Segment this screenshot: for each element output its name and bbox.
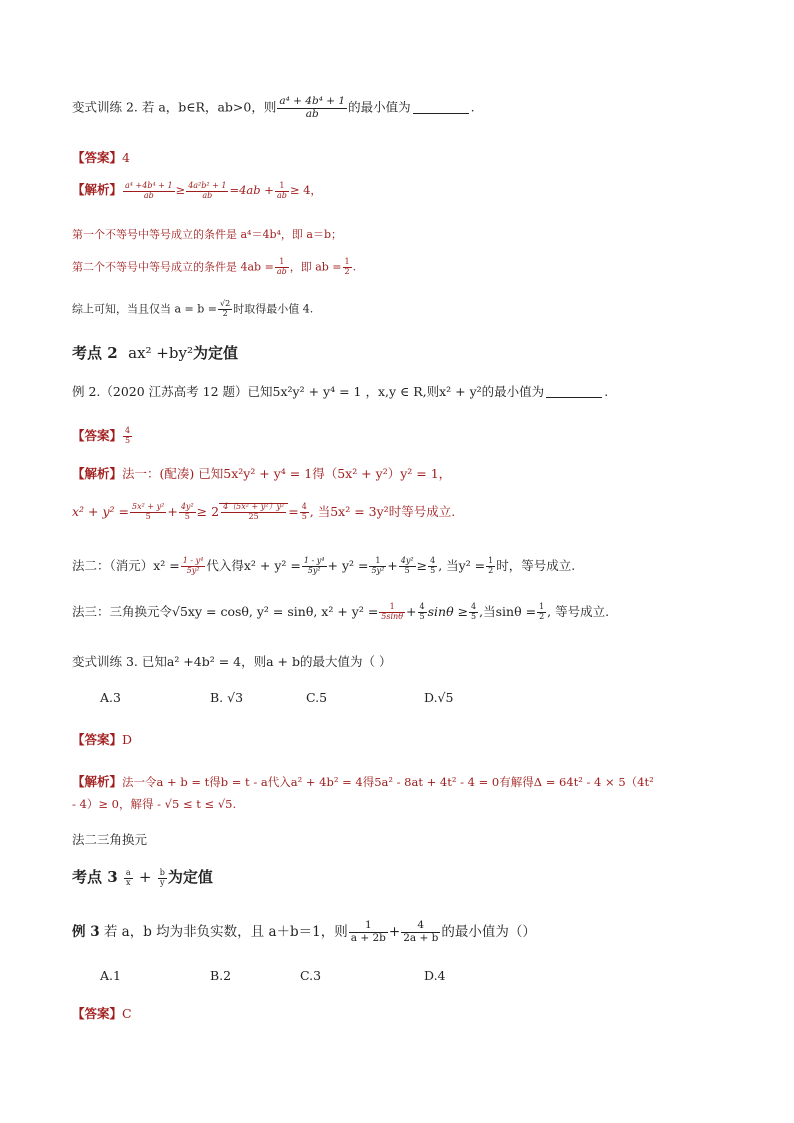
option-a: A.3 xyxy=(100,690,121,705)
option-a: A.1 xyxy=(100,968,121,983)
variant-2-question: 变式训练 2. 若 a，b∈R，ab>0，则 $\frac{\text{a⁴ + 4b⁴ + 1}}{ab}$ 的最小值为 . xyxy=(72,95,475,120)
option-b: B. √3 xyxy=(210,690,244,705)
variant-3-solution-line-3: 法二三角换元 xyxy=(72,832,148,847)
fraction: $\frac{1}{\text{5y²}}$ xyxy=(371,556,385,575)
solution-label: 【解析】 xyxy=(72,466,123,481)
variant-2-answer xyxy=(72,148,754,166)
example-3-question: 例 3 若 a，b 均为非负实数，且 a＋b＝1，则 $\frac{1}{a + 2b}$ + $\frac{4}{2a + b}$ 的最小值为（） xyxy=(72,919,536,944)
example-2-answer xyxy=(72,426,754,446)
answer-blank xyxy=(546,397,602,398)
fraction: $\frac{1}{2}$ xyxy=(539,602,545,621)
answer-value: C xyxy=(122,1006,132,1021)
variant-2-solution-line-1: 【解析】 $\frac{\text{a⁴ +4b⁴ + 1}}{ab}$ ≥ $\frac{\text{4a²b² + 1}}{ab}$ =4ab + $\frac{1}{ab}$ ≥ 4， xyxy=(72,180,322,200)
fraction: $\frac{b}{y}$ xyxy=(159,867,165,887)
answer-blank xyxy=(413,113,469,114)
answer-label: 【答案】 xyxy=(72,732,123,747)
fraction: $\frac{1}{a + 2b}$ xyxy=(350,919,386,944)
solution-label: 【解析】 xyxy=(72,774,123,789)
fraction: $\frac{\text{5x² + y²}}{5}$ xyxy=(132,502,165,521)
fraction: $\frac{4}{2a + b}$ xyxy=(403,919,439,944)
option-d: D.4 xyxy=(424,968,446,983)
answer-label: 【答案】 xyxy=(72,1006,123,1021)
option-b: B.2 xyxy=(210,968,232,983)
option-d: D.√5 xyxy=(424,690,454,705)
example-3-answer xyxy=(72,1004,754,1022)
answer-value: 4 xyxy=(122,150,130,165)
fraction: $\frac{\text{a⁴ +4b⁴ + 1}}{ab}$ xyxy=(125,180,173,200)
fraction: $\frac{1}{2}$ xyxy=(344,257,350,276)
fraction: $\frac{\text{1 - y⁴}}{\text{5y²}}$ xyxy=(182,556,204,575)
fraction: $\frac{\text{4y²}}{5}$ xyxy=(180,502,194,521)
fraction: $\frac{4}{5}$ xyxy=(301,502,307,521)
solution-label: 【解析】 xyxy=(72,182,123,197)
fraction: $\frac{\text{4a²b² + 1}}{ab}$ xyxy=(188,180,227,200)
fraction: $\frac{1}{5\sin\theta}$ xyxy=(381,602,404,621)
question-text: 变式训练 2. 若 a，b∈R，ab>0，则 xyxy=(72,99,277,115)
example-2-method-3: 法三：三角换元令√5xy = cosθ, y² = sinθ, x² + y² = $\frac{1}{5\sin\theta}$ + $\frac{4}{5}$ sinθ ≥ $\frac{4}{5}$ ,当sinθ = $\frac{1}{2}$ , 等号成立. xyxy=(72,602,610,621)
fraction: $\frac{√2}{2}$ xyxy=(220,299,231,318)
variant-2-conclusion: 综上可知，当且仅当 a = b = $\frac{√2}{2}$ 时取得最小值 4. xyxy=(72,299,314,318)
variant-2-solution-line-3: 第二个不等号中等号成立的条件是 4ab = $\frac{1}{ab}$ ，即 ab = $\frac{1}{2}$ . xyxy=(72,257,357,276)
key-point-3-heading: 考点 3 $\frac{a}{x}$ + $\frac{b}{y}$ 为定值 xyxy=(72,867,213,887)
key-point-2-heading: 考点 2 ax² +by²为定值 xyxy=(72,344,238,362)
variant-3-solution-line-1: 【解析】法一令a + b = t得b = t - a代入a² + 4b² = 4得5a² - 8at + 4t² - 4 = 0有解得Δ = 64t² - 4 × 5（4t² xyxy=(72,774,654,789)
option-c: C.5 xyxy=(306,690,328,705)
fraction: $\frac{\text{1 - y⁴}}{\text{5y²}}$ xyxy=(303,556,325,575)
question-suffix: 的最小值为 xyxy=(348,99,411,115)
fraction: $\frac{1}{ab}$ xyxy=(276,257,287,276)
example-2-question: 例 2.（2020 江苏高考 12 题）已知5x²y² + y⁴ = 1 ，x,y ∈ R,则x² + y²的最小值为 . xyxy=(72,384,609,399)
example-2-method-2: 法二：（消元）x² = $\frac{\text{1 - y⁴}}{\text{5y²}}$ 代入得x² + y² = $\frac{\text{1 - y⁴}}{\text{5y²}}$ + y² = $\frac{1}{\text{5y²}}$ + $\frac{\text{4y²}}{5}$ ≥ $\frac{4}{5}$ , 当y² = $\frac{1}{2}$ 时，等号成立. xyxy=(72,556,576,575)
answer-fraction: $\frac{4}{5}$ xyxy=(125,426,131,445)
variant-3-solution-line-2: - 4）≥ 0，解得 - √5 ≤ t ≤ √5. xyxy=(72,797,237,811)
variant-3-answer xyxy=(72,730,754,748)
fraction: $\frac{4}{5}$ xyxy=(419,602,425,621)
fraction: $\frac{\text{4（5x² + y²）y²}}{25}$ xyxy=(223,502,285,521)
fraction: $\frac{\text{a⁴ + 4b⁴ + 1}}{ab}$ xyxy=(279,95,346,120)
fraction: $\frac{a}{x}$ xyxy=(125,867,131,887)
square-root xyxy=(219,503,288,519)
fraction: $\frac{4}{5}$ xyxy=(471,602,477,621)
fraction: $\frac{1}{ab}$ xyxy=(276,180,287,200)
example-2-method-1: 【解析】法一：(配凑) 已知5x²y² + y⁴ = 1得（5x² + y²）y² = 1， xyxy=(72,466,452,481)
variant-3-question: 变式训练 3. 已知a² +4b² = 4，则a + b的最大值为（ ） xyxy=(72,654,392,669)
answer-value: D xyxy=(122,732,133,747)
answer-label: 【答案】 xyxy=(72,150,123,165)
answer-label: 【答案】 xyxy=(72,428,123,443)
fraction: $\frac{\text{4y²}}{5}$ xyxy=(400,556,414,575)
example-2-method-1-derivation: x² + y² = $\frac{\text{5x² + y²}}{5}$ + $\frac{\text{4y²}}{5}$ ≥ 2 $\frac{\text{4（5x² + y²）y²}}{25}$ = $\frac{4}{5}$ , 当5x² = 3y²时等号成立. xyxy=(72,502,456,521)
fraction: $\frac{4}{5}$ xyxy=(430,556,436,575)
option-c: C.3 xyxy=(300,968,322,983)
variant-2-solution-line-2: 第一个不等号中等号成立的条件是 a⁴＝4b⁴，即 a＝b； xyxy=(72,228,343,241)
fraction: $\frac{1}{2}$ xyxy=(488,556,494,575)
